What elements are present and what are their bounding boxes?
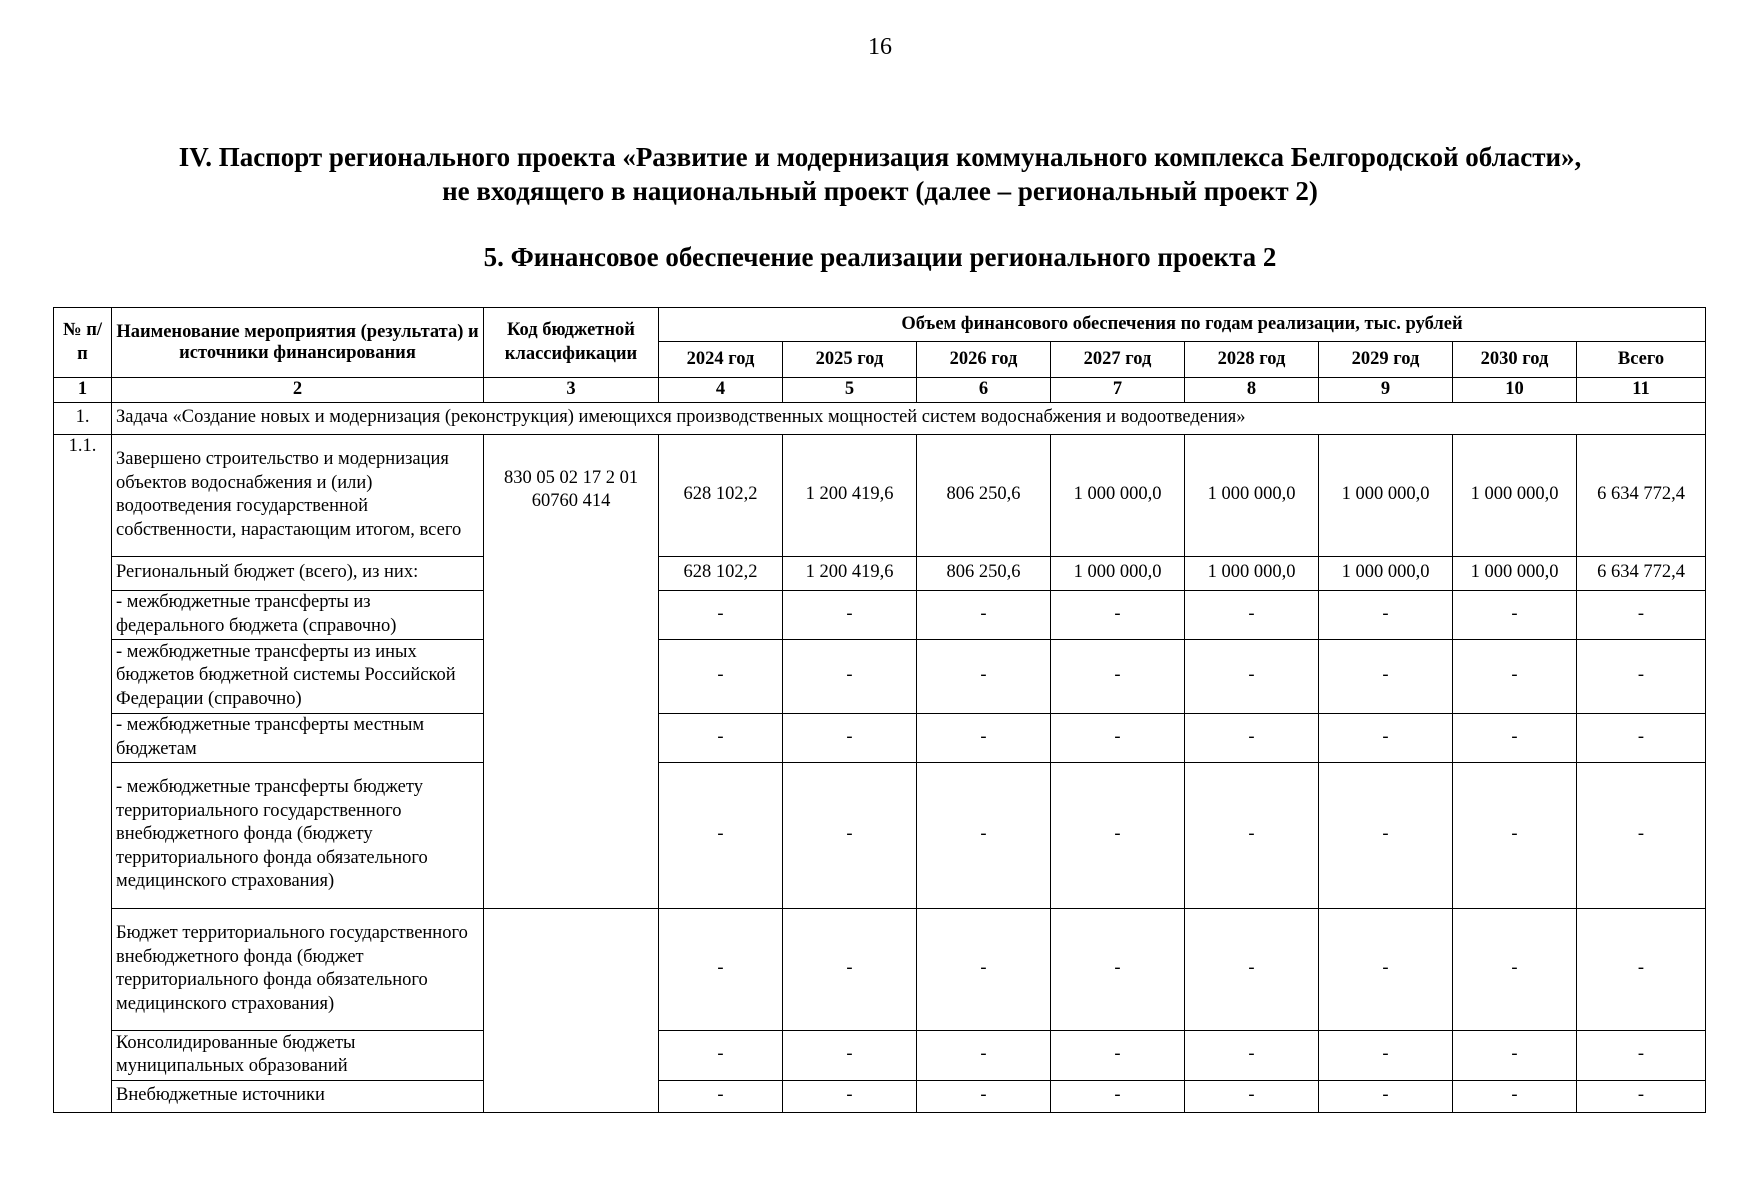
table-row bbox=[54, 590, 1706, 639]
value-cell: - bbox=[1577, 639, 1706, 713]
header-year: 2025 год bbox=[783, 342, 917, 378]
row-name: Бюджет территориального государственного внебюджетного фонда (бюджет территориального фонда обязательного медицинского страхования) bbox=[112, 908, 484, 1030]
value-cell: - bbox=[1185, 1080, 1319, 1112]
value-cell: 628 102,2 bbox=[659, 556, 783, 590]
value-cell: - bbox=[1319, 1080, 1453, 1112]
value-cell: - bbox=[783, 639, 917, 713]
column-number: 7 bbox=[1051, 378, 1185, 403]
value-cell: 806 250,6 bbox=[917, 434, 1051, 556]
value-cell: 6 634 772,4 bbox=[1577, 556, 1706, 590]
value-cell: 1 200 419,6 bbox=[783, 556, 917, 590]
value-cell: - bbox=[659, 639, 783, 713]
value-cell: - bbox=[1453, 908, 1577, 1030]
header-code: Код бюджетной классификации bbox=[484, 308, 659, 378]
value-cell: - bbox=[1453, 1080, 1577, 1112]
value-cell: 1 000 000,0 bbox=[1051, 556, 1185, 590]
row-name: - межбюджетные трансферты из федерального бюджета (справочно) bbox=[112, 590, 484, 639]
value-cell: 1 000 000,0 bbox=[1051, 434, 1185, 556]
document-title bbox=[0, 140, 1760, 208]
value-cell: - bbox=[659, 713, 783, 762]
header-year: 2027 год bbox=[1051, 342, 1185, 378]
header-num: № п/п bbox=[54, 308, 112, 378]
value-cell: - bbox=[1319, 1030, 1453, 1080]
value-cell: 1 000 000,0 bbox=[1185, 556, 1319, 590]
value-cell: 628 102,2 bbox=[659, 434, 783, 556]
value-cell: - bbox=[1051, 639, 1185, 713]
value-cell: - bbox=[917, 908, 1051, 1030]
financing-table bbox=[53, 307, 1706, 1113]
row-name: Региональный бюджет (всего), из них: bbox=[112, 556, 484, 590]
value-cell: - bbox=[659, 908, 783, 1030]
value-cell: - bbox=[1577, 762, 1706, 908]
header-year: 2028 год bbox=[1185, 342, 1319, 378]
value-cell: 806 250,6 bbox=[917, 556, 1051, 590]
value-cell: - bbox=[1185, 1030, 1319, 1080]
value-cell: - bbox=[1051, 590, 1185, 639]
value-cell: - bbox=[1185, 639, 1319, 713]
row-name: - межбюджетные трансферты бюджету территориального государственного внебюджетного фонда (бюджету территориального фонда обязательного медицинского страхования) bbox=[112, 762, 484, 908]
column-number: 6 bbox=[917, 378, 1051, 403]
row-name: - межбюджетные трансферты местным бюджетам bbox=[112, 713, 484, 762]
value-cell: - bbox=[1319, 762, 1453, 908]
value-cell: - bbox=[1051, 1030, 1185, 1080]
value-cell: - bbox=[917, 1030, 1051, 1080]
value-cell: 1 000 000,0 bbox=[1453, 556, 1577, 590]
column-number: 1 bbox=[54, 378, 112, 403]
header-total: Всего bbox=[1577, 342, 1706, 378]
row-name: Консолидированные бюджеты муниципальных образований bbox=[112, 1030, 484, 1080]
column-number: 4 bbox=[659, 378, 783, 403]
value-cell: - bbox=[659, 762, 783, 908]
table-row bbox=[54, 713, 1706, 762]
value-cell: - bbox=[783, 908, 917, 1030]
section-title: 5. Финансовое обеспечение реализации регионального проекта 2 bbox=[483, 242, 1277, 272]
column-number: 8 bbox=[1185, 378, 1319, 403]
value-cell: - bbox=[783, 713, 917, 762]
header-year: 2029 год bbox=[1319, 342, 1453, 378]
task-text: Задача «Создание новых и модернизация (реконструкция) имеющихся производственных мощностей систем водоснабжения и водоотведения» bbox=[112, 402, 1706, 434]
table-row bbox=[54, 556, 1706, 590]
value-cell: - bbox=[1051, 1080, 1185, 1112]
value-cell: - bbox=[783, 762, 917, 908]
column-number: 10 bbox=[1453, 378, 1577, 403]
value-cell: - bbox=[1319, 908, 1453, 1030]
value-cell: - bbox=[1185, 762, 1319, 908]
header-year: 2024 год bbox=[659, 342, 783, 378]
task-number: 1. bbox=[54, 402, 112, 434]
value-cell: - bbox=[917, 762, 1051, 908]
row-name: - межбюджетные трансферты из иных бюджетов бюджетной системы Российской Федерации (справочно) bbox=[112, 639, 484, 713]
value-cell: - bbox=[1453, 590, 1577, 639]
value-cell: - bbox=[1319, 590, 1453, 639]
value-cell: - bbox=[1051, 762, 1185, 908]
table-row bbox=[54, 639, 1706, 713]
budget-code: 830 05 02 17 2 01 60760 414 bbox=[484, 434, 659, 556]
value-cell: - bbox=[917, 713, 1051, 762]
value-cell: - bbox=[1319, 713, 1453, 762]
header-name: Наименование мероприятия (результата) и источники финансирования bbox=[112, 308, 484, 378]
document-title-line-1: IV. Паспорт регионального проекта «Развитие и модернизация коммунального комплекса Белгородской области», bbox=[178, 142, 1582, 172]
value-cell: 1 000 000,0 bbox=[1453, 434, 1577, 556]
value-cell: - bbox=[1577, 1080, 1706, 1112]
value-cell: - bbox=[917, 639, 1051, 713]
row-name: Внебюджетные источники bbox=[112, 1080, 484, 1112]
value-cell: - bbox=[1453, 1030, 1577, 1080]
value-cell: - bbox=[659, 1030, 783, 1080]
value-cell: - bbox=[1185, 590, 1319, 639]
value-cell: - bbox=[783, 590, 917, 639]
column-number: 9 bbox=[1319, 378, 1453, 403]
table-row bbox=[54, 1080, 1706, 1112]
column-number: 3 bbox=[484, 378, 659, 403]
row-name: Завершено строительство и модернизация объектов водоснабжения и (или) водоотведения государственной собственности, нарастающим итогом, всего bbox=[112, 434, 484, 556]
header-year: 2026 год bbox=[917, 342, 1051, 378]
table-row bbox=[54, 434, 1706, 556]
value-cell: - bbox=[1577, 590, 1706, 639]
column-numbers-row bbox=[54, 378, 1706, 403]
column-number: 5 bbox=[783, 378, 917, 403]
value-cell: - bbox=[917, 590, 1051, 639]
value-cell: - bbox=[1319, 639, 1453, 713]
value-cell: 6 634 772,4 bbox=[1577, 434, 1706, 556]
value-cell: - bbox=[659, 1080, 783, 1112]
column-number: 2 bbox=[112, 378, 484, 403]
value-cell: 1 000 000,0 bbox=[1319, 556, 1453, 590]
page-number: 16 bbox=[868, 34, 892, 60]
header-volume: Объем финансового обеспечения по годам реализации, тыс. рублей bbox=[659, 308, 1706, 342]
value-cell: - bbox=[659, 590, 783, 639]
table-row bbox=[54, 908, 1706, 1030]
value-cell: - bbox=[1051, 713, 1185, 762]
item-number: 1.1. bbox=[54, 434, 112, 1112]
value-cell: - bbox=[1453, 713, 1577, 762]
value-cell: - bbox=[1453, 762, 1577, 908]
value-cell: - bbox=[1185, 713, 1319, 762]
header-row-1 bbox=[54, 308, 1706, 342]
column-number: 11 bbox=[1577, 378, 1706, 403]
task-row bbox=[54, 402, 1706, 434]
value-cell: - bbox=[1577, 713, 1706, 762]
value-cell: - bbox=[1051, 908, 1185, 1030]
header-year: 2030 год bbox=[1453, 342, 1577, 378]
value-cell: 1 000 000,0 bbox=[1319, 434, 1453, 556]
budget-code-empty bbox=[484, 908, 659, 1112]
value-cell: - bbox=[1453, 639, 1577, 713]
value-cell: - bbox=[783, 1080, 917, 1112]
document-title-line-2: не входящего в национальный проект (далее – региональный проект 2) bbox=[442, 176, 1318, 206]
table-row bbox=[54, 762, 1706, 908]
table-row bbox=[54, 1030, 1706, 1080]
value-cell: - bbox=[1577, 908, 1706, 1030]
value-cell: - bbox=[783, 1030, 917, 1080]
value-cell: - bbox=[1577, 1030, 1706, 1080]
value-cell: 1 200 419,6 bbox=[783, 434, 917, 556]
value-cell: - bbox=[917, 1080, 1051, 1112]
budget-code-empty bbox=[484, 556, 659, 908]
value-cell: - bbox=[1185, 908, 1319, 1030]
value-cell: 1 000 000,0 bbox=[1185, 434, 1319, 556]
